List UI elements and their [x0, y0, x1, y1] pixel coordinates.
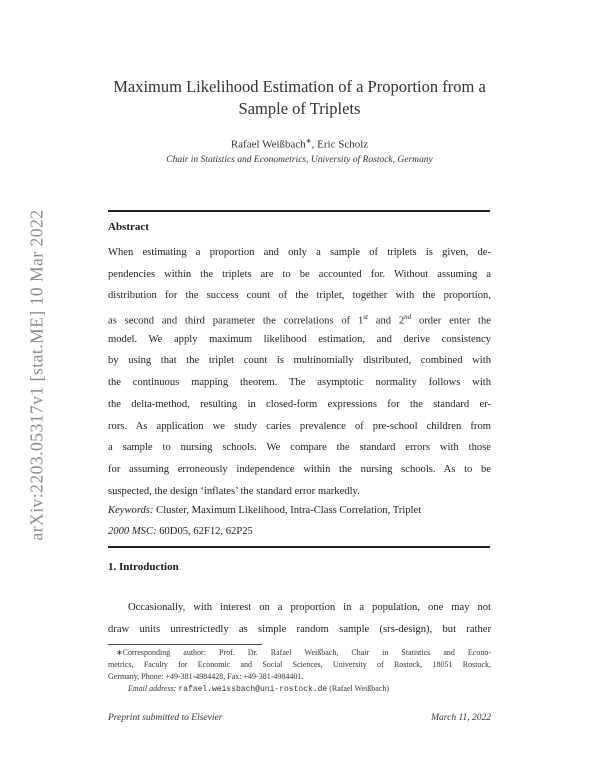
footer-date: March 11, 2022 [431, 713, 491, 723]
footer-preprint: Preprint submitted to Elsevier [108, 713, 223, 723]
email-owner: (Rafael Weißbach) [327, 684, 390, 693]
footnote-line: metrics, Faculty for Economic and Social Sciences, University of Rostock, 18051 Rostock, [108, 660, 491, 669]
abstract-line: the delta-method, resulting in closed-form expressions for the standard er- [108, 398, 491, 410]
footnote-email-line [108, 683, 491, 696]
footnote-marker[interactable]: ∗ [305, 137, 312, 145]
abstract-line: by using that the triplet count is multinomially distributed, combined with [108, 355, 491, 367]
msc-text: 60D05, 62F12, 62P25 [156, 526, 253, 537]
title-line-1: Maximum Likelihood Estimation of a Proportion from a [113, 77, 486, 96]
author-name: Rafael Weißbach [230, 138, 306, 151]
email-link[interactable]: rafael.weissbach@uni-rostock.de [178, 685, 328, 694]
abstract-line: distribution for the success count of the triplet, together with the proportion, [108, 290, 491, 302]
abstract-line: suspected, the design ‘inflates’ the standard error markedly. [108, 485, 360, 497]
abstract-body [108, 242, 491, 502]
abstract-line: rors. As application we study caries prevalence of pre-school children from [108, 420, 491, 432]
affiliation: Chair in Statistics and Econometrics, University of Rostock, Germany [166, 155, 433, 165]
abstract-line: as second and third parameter the correlations of 1st and 2nd order enter the [108, 313, 491, 327]
abstract-bottom-rule [108, 546, 490, 548]
intro-line: Occasionally, with interest on a proportion in a population, one may not [128, 602, 491, 613]
abstract-line: the continuous mapping theorem. The asymptotic normality follows with [108, 377, 491, 389]
footnote-line: ∗Corresponding author: Prof. Dr. Rafael Weißbach, Chair in Statistics and Econo- [116, 648, 491, 657]
abstract-line: pendencies within the triplets are to be accounted for. Without assuming a [108, 268, 491, 280]
page-footer [108, 713, 491, 723]
footnote-line: Germany, Phone: +49-381-4984428, Fax: +49-381-4984401. [108, 672, 304, 681]
author-list [108, 137, 491, 151]
msc-label: 2000 MSC: [108, 526, 157, 537]
paper-title [108, 76, 491, 120]
abstract-line: model. We apply maximum likelihood estimation, and derive consistency [108, 333, 491, 345]
abstract-line: for assuming erroneously independence within the nursing schools. As to be [108, 463, 491, 475]
abstract-heading: Abstract [108, 221, 149, 233]
author-separator: , [311, 138, 318, 151]
msc-line [108, 521, 491, 542]
introduction-body [108, 597, 491, 641]
title-line-2: Sample of Triplets [238, 99, 361, 118]
arxiv-identifier: arXiv:2203.05317v1 [stat.ME] 10 Mar 2022 [26, 209, 47, 541]
keywords-label: Keywords: [108, 505, 154, 516]
keywords-text: Cluster, Maximum Likelihood, Intra-Class Correlation, Triplet [153, 505, 422, 516]
intro-line: draw units unrestrictedly as simple random sample (srs-design), but rather [108, 624, 491, 635]
abstract-line: When estimating a proportion and only a sample of triplets is given, de- [108, 247, 491, 258]
section-heading-introduction: 1. Introduction [108, 561, 179, 573]
abstract-line: a sample to nursing schools. We compare the standard errors with those [108, 442, 491, 454]
author-name: Eric Scholz [317, 138, 369, 151]
footnote-rule [108, 644, 262, 645]
footnote [108, 647, 491, 696]
keywords-line [108, 500, 491, 521]
email-label: Email address: [128, 684, 177, 693]
abstract-top-rule [108, 210, 490, 212]
keywords-block [108, 500, 491, 542]
